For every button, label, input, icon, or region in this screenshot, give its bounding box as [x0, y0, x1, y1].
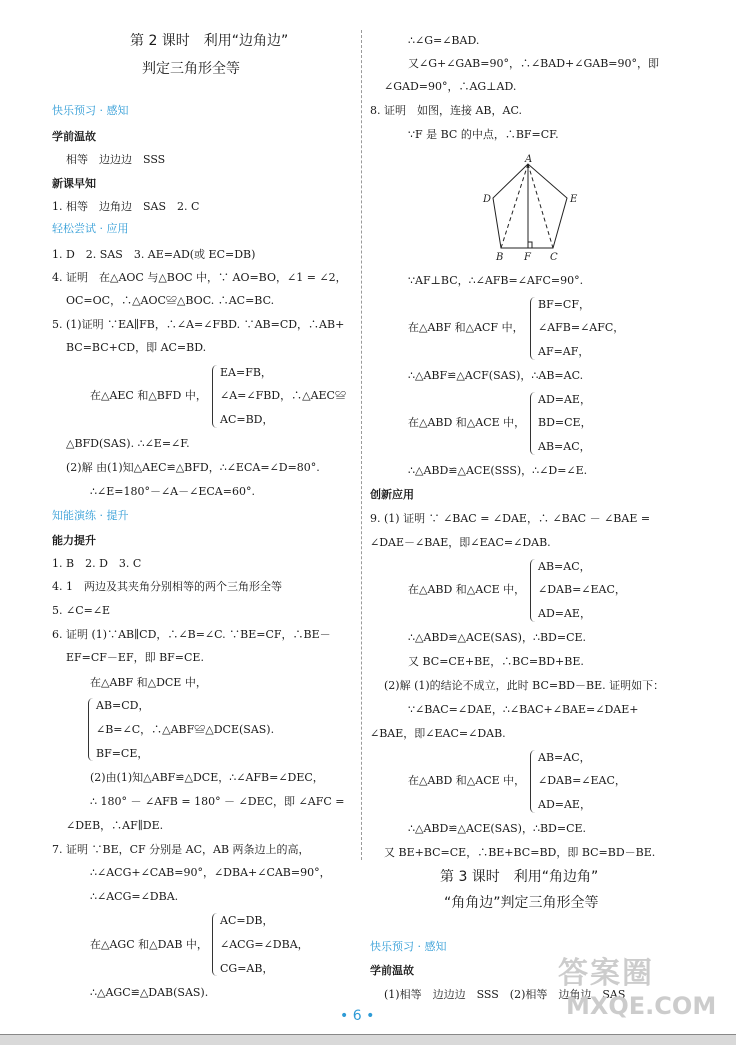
subheading-new: 新课早知	[52, 177, 96, 190]
answer-line: 1. B 2. D 3. C	[52, 557, 142, 570]
proof-intro: 在△ABF 和△DCE 中，	[90, 676, 207, 689]
pentagon-outline	[493, 164, 567, 248]
condition-line: BF=CF，	[538, 298, 590, 311]
answer-line: 9. (1) 证明 ∵ ∠BAC = ∠DAE，∴ ∠BAC － ∠BAE =	[370, 512, 651, 525]
answer-line: ∠GAD=90°，∴AG⊥AD.	[384, 80, 517, 93]
answer-line: 1. D 2. SAS 3. AE=AD(或 EC=DB)	[52, 248, 256, 261]
condition-line: AD=AE，	[538, 798, 591, 811]
answer-line: ∴△ABD≌△ACE(SSS)，∴∠D=∠E.	[408, 464, 588, 477]
answer-line: ∴△AGC≌△DAB(SAS).	[90, 986, 209, 999]
answer-line: 8. 证明 如图，连接 AB，AC.	[370, 104, 522, 117]
answer-line: 6. 证明 (1)∵AB∥CD，∴∠B=∠C. ∵BE=CF，∴BE－	[52, 628, 331, 641]
condition-line: ∠ACG=∠DBA，	[220, 938, 309, 951]
label-d: D	[483, 194, 492, 205]
answer-line: ∵F 是 BC 的中点，∴BF=CF.	[408, 128, 559, 141]
answer-line: ∠DEB，∴AF∥DE.	[66, 819, 164, 832]
label-b: B	[496, 252, 504, 263]
subheading-create: 创新应用	[370, 488, 414, 501]
answer-line: 又 BC=CE+BE，∴BC=BD+BE.	[408, 655, 584, 668]
answer-line: ∴∠ACG+∠CAB=90°，∠DBA+∠CAB=90°，	[90, 866, 331, 879]
watermark-logo: 答案圈	[558, 956, 654, 991]
condition-line: AF=AF，	[538, 345, 590, 358]
right-angle-mark	[528, 242, 532, 248]
answer-line: 又 BE+BC=CE，∴BE+BC=BD，即 BC=BD－BE.	[384, 846, 656, 859]
section-heading-skill: 知能演练 · 提升	[52, 509, 129, 522]
answer-line: (2)解 由(1)知△AEC≌△BFD，∴∠ECA=∠D=80°.	[66, 461, 320, 474]
column-divider	[361, 30, 362, 860]
answer-line: ∠BAE，即∠EAC=∠DAB.	[370, 727, 506, 740]
answer-line: EF=CF－EF，即 BF=CE.	[66, 651, 204, 664]
subheading-review: 学前温故	[52, 130, 96, 143]
answer-line: OC=OC，∴△AOC≌△BOC. ∴AC=BC.	[66, 294, 275, 307]
condition-line: AD=AE，	[538, 393, 591, 406]
pentagon-figure	[470, 152, 590, 264]
condition-line: AC=DB，	[220, 914, 274, 927]
condition-line: AB=CD，	[96, 699, 150, 712]
answer-line: 5. ∠C=∠E	[52, 604, 111, 617]
answer-line: ∵∠BAC=∠DAE，∴∠BAC+∠BAE=∠DAE+	[408, 703, 639, 716]
section-heading-try: 轻松尝试 · 应用	[52, 222, 129, 235]
answer-line: 4. 1 两边及其夹角分别相等的两个三角形全等	[52, 580, 282, 593]
condition-line: ∠B=∠C，∴△ABF≌△DCE(SAS).	[96, 723, 275, 736]
answer-line: 1. 相等 边角边 SAS 2. C	[52, 200, 200, 213]
answer-line: 7. 证明 ∵BE，CF 分别是 AC，AB 两条边上的高，	[52, 843, 310, 856]
lesson-subtitle: “角角边”判定三角形全等	[444, 895, 599, 911]
answer-line: ∴∠E=180°－∠A－∠ECA=60°.	[90, 485, 255, 498]
label-e: E	[570, 194, 578, 205]
system-brace	[530, 392, 535, 455]
system-brace	[212, 365, 217, 428]
proof-intro: 在△AEC 和△BFD 中，	[90, 389, 207, 402]
label-a: A	[525, 154, 533, 165]
answer-line: 又∠G+∠GAB=90°，∴∠BAD+∠GAB=90°，即	[408, 57, 659, 70]
condition-line: AB=AC，	[538, 440, 591, 453]
condition-line: AD=AE，	[538, 607, 591, 620]
answer-line: ∠DAE－∠BAE，即∠EAC=∠DAB.	[370, 536, 551, 549]
label-f: F	[524, 252, 531, 263]
segment-ac	[528, 164, 553, 248]
condition-line: ∠AFB=∠AFC，	[538, 321, 625, 334]
proof-intro: 在△ABF 和△ACF 中，	[408, 321, 524, 334]
answer-line: 相等 边边边 SSS	[66, 153, 166, 166]
answer-line: ∵AF⊥BC，∴∠AFB=∠AFC=90°.	[408, 274, 584, 287]
system-brace	[530, 297, 535, 360]
section-heading-preview: 快乐预习 · 感知	[52, 104, 129, 117]
watermark-url: MXQE.COM	[566, 992, 717, 1020]
lesson-title: 第 3 课时 利用“角边角”	[440, 869, 599, 885]
page-bottom-edge	[0, 1034, 736, 1045]
answer-line: (2)解 (1)的结论不成立，此时 BC=BD－BE. 证明如下：	[384, 679, 665, 692]
answer-line: (2)由(1)知△ABF≌△DCE，∴∠AFB=∠DEC，	[90, 771, 324, 784]
condition-line: ∠DAB=∠EAC，	[538, 583, 626, 596]
answer-line: ∴∠G=∠BAD.	[408, 34, 480, 47]
answer-line: ∴ 180° － ∠AFB = 180° － ∠DEC，即 ∠AFC =	[90, 795, 345, 808]
condition-line: AC=BD，	[220, 413, 274, 426]
proof-intro: 在△AGC 和△DAB 中，	[90, 938, 208, 951]
proof-intro: 在△ABD 和△ACE 中，	[408, 774, 526, 787]
subheading-ability: 能力提升	[52, 534, 96, 547]
subheading-review: 学前温故	[370, 964, 414, 977]
answer-line: ∴△ABF≌△ACF(SAS)，∴AB=AC.	[408, 369, 584, 382]
lesson-title: 第 2 课时 利用“边角边”	[130, 33, 289, 49]
answer-line: ∴△ABD≌△ACE(SAS)，∴BD=CE.	[408, 631, 587, 644]
proof-intro: 在△ABD 和△ACE 中，	[408, 583, 526, 596]
system-brace	[88, 698, 93, 761]
lesson-subtitle: 判定三角形全等	[142, 61, 240, 77]
answer-line: 4. 证明 在△AOC 与△BOC 中，∵ AO=BO，∠1 = ∠2，	[52, 271, 347, 284]
answer-line: 5. (1)证明 ∵EA∥FB，∴∠A=∠FBD. ∵AB=CD，∴AB+	[52, 318, 345, 331]
system-brace	[530, 559, 535, 622]
condition-line: EA=FB，	[220, 366, 272, 379]
answer-line: ∴∠ACG=∠DBA.	[90, 890, 179, 903]
condition-line: CG=AB，	[220, 962, 274, 975]
condition-line: BF=CE，	[96, 747, 149, 760]
condition-line: AB=AC，	[538, 751, 591, 764]
condition-line: ∠DAB=∠EAC，	[538, 774, 626, 787]
answer-line: BC=BC+CD，即 AC=BD.	[66, 341, 207, 354]
answer-line: (1)相等 边边边 SSS (2)相等 边角边 SAS	[384, 988, 626, 1001]
system-brace	[212, 913, 217, 976]
condition-line: AB=AC，	[538, 560, 591, 573]
proof-intro: 在△ABD 和△ACE 中，	[408, 416, 526, 429]
label-c: C	[550, 252, 558, 263]
section-heading-preview: 快乐预习 · 感知	[370, 940, 447, 953]
answer-line: △BFD(SAS). ∴∠E=∠F.	[66, 437, 190, 450]
system-brace	[530, 750, 535, 813]
page-number: • 6 •	[340, 1008, 375, 1024]
condition-line: ∠A=∠FBD，∴△AEC≌	[220, 389, 346, 402]
condition-line: BD=CE，	[538, 416, 592, 429]
answer-line: ∴△ABD≌△ACE(SAS)，∴BD=CE.	[408, 822, 587, 835]
